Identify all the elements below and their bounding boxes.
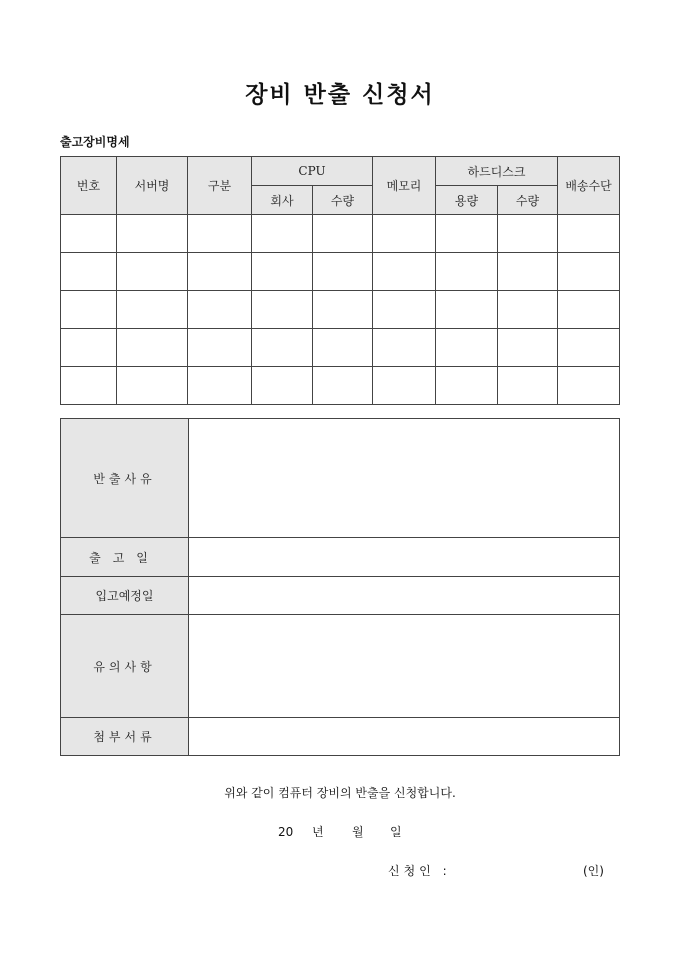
- table-cell[interactable]: [117, 367, 188, 405]
- table-row: [61, 215, 620, 253]
- table-cell[interactable]: [498, 329, 558, 367]
- table-cell[interactable]: [61, 329, 117, 367]
- header-hard-disk: 하드디스크: [436, 157, 558, 186]
- table-cell[interactable]: [252, 215, 313, 253]
- table-row: [61, 329, 620, 367]
- statement-text: 위와 같이 컴퓨터 장비의 반출을 신청합니다.: [224, 786, 456, 800]
- table-cell[interactable]: [373, 367, 436, 405]
- table-cell[interactable]: [252, 329, 313, 367]
- table-cell[interactable]: [252, 291, 313, 329]
- table-cell[interactable]: [117, 329, 188, 367]
- date-year: 년: [312, 825, 324, 839]
- table-row: [61, 367, 620, 405]
- table-row: [61, 253, 620, 291]
- header-memory: 메모리: [373, 157, 436, 215]
- table-cell[interactable]: [436, 253, 498, 291]
- table-cell[interactable]: [373, 253, 436, 291]
- return-date-field[interactable]: [189, 577, 620, 615]
- table-cell[interactable]: [498, 215, 558, 253]
- table-cell[interactable]: [558, 215, 620, 253]
- header-delivery-method: 배송수단: [558, 157, 620, 215]
- header-number: 번호: [61, 157, 117, 215]
- table-cell[interactable]: [61, 215, 117, 253]
- table-cell[interactable]: [558, 367, 620, 405]
- date-year-prefix: 20: [278, 825, 294, 839]
- table-cell[interactable]: [498, 367, 558, 405]
- seal-label: (인): [583, 864, 604, 878]
- table-cell[interactable]: [313, 253, 373, 291]
- date-day: 일: [390, 825, 402, 839]
- table-cell[interactable]: [313, 291, 373, 329]
- table-cell[interactable]: [61, 253, 117, 291]
- table-cell[interactable]: [188, 253, 252, 291]
- table-cell[interactable]: [558, 253, 620, 291]
- table-cell[interactable]: [61, 367, 117, 405]
- reason-label: 반출사유: [61, 419, 189, 538]
- table-cell[interactable]: [373, 329, 436, 367]
- header-category: 구분: [188, 157, 252, 215]
- date-line: [278, 823, 402, 840]
- request-table: [60, 418, 620, 756]
- table-cell[interactable]: [188, 291, 252, 329]
- header-hdd-quantity: 수량: [498, 186, 558, 215]
- table-cell[interactable]: [313, 329, 373, 367]
- table-cell[interactable]: [436, 291, 498, 329]
- return-date-label: 입고예정일: [61, 577, 189, 615]
- table-cell[interactable]: [436, 329, 498, 367]
- notes-label: 유의사항: [61, 615, 189, 718]
- table-cell[interactable]: [558, 291, 620, 329]
- attachments-field[interactable]: [189, 718, 620, 756]
- reason-field[interactable]: [189, 419, 620, 538]
- table-cell[interactable]: [558, 329, 620, 367]
- date-month: 월: [352, 825, 364, 839]
- table-cell[interactable]: [498, 291, 558, 329]
- table-row: [61, 291, 620, 329]
- header-cpu-company: 회사: [252, 186, 313, 215]
- table-cell[interactable]: [436, 215, 498, 253]
- equipment-table: [60, 156, 620, 405]
- page-title: 장비 반출 신청서: [245, 81, 435, 108]
- header-cpu-quantity: 수량: [313, 186, 373, 215]
- header-hdd-capacity: 용량: [436, 186, 498, 215]
- section-label-equipment: 출고장비명세: [60, 135, 130, 149]
- applicant-label: 신청인 :: [388, 864, 451, 878]
- table-cell[interactable]: [313, 367, 373, 405]
- table-cell[interactable]: [436, 367, 498, 405]
- table-cell[interactable]: [373, 215, 436, 253]
- release-date-label: 출고일: [61, 538, 189, 577]
- table-cell[interactable]: [313, 215, 373, 253]
- table-cell[interactable]: [373, 291, 436, 329]
- table-cell[interactable]: [117, 253, 188, 291]
- table-cell[interactable]: [117, 215, 188, 253]
- table-cell[interactable]: [188, 215, 252, 253]
- table-cell[interactable]: [252, 367, 313, 405]
- release-date-field[interactable]: [189, 538, 620, 577]
- table-cell[interactable]: [188, 329, 252, 367]
- notes-field[interactable]: [189, 615, 620, 718]
- header-server-name: 서버명: [117, 157, 188, 215]
- table-cell[interactable]: [61, 291, 117, 329]
- table-cell[interactable]: [188, 367, 252, 405]
- attachments-label: 첨부서류: [61, 718, 189, 756]
- header-cpu: CPU: [252, 157, 373, 186]
- table-cell[interactable]: [117, 291, 188, 329]
- table-cell[interactable]: [498, 253, 558, 291]
- table-cell[interactable]: [252, 253, 313, 291]
